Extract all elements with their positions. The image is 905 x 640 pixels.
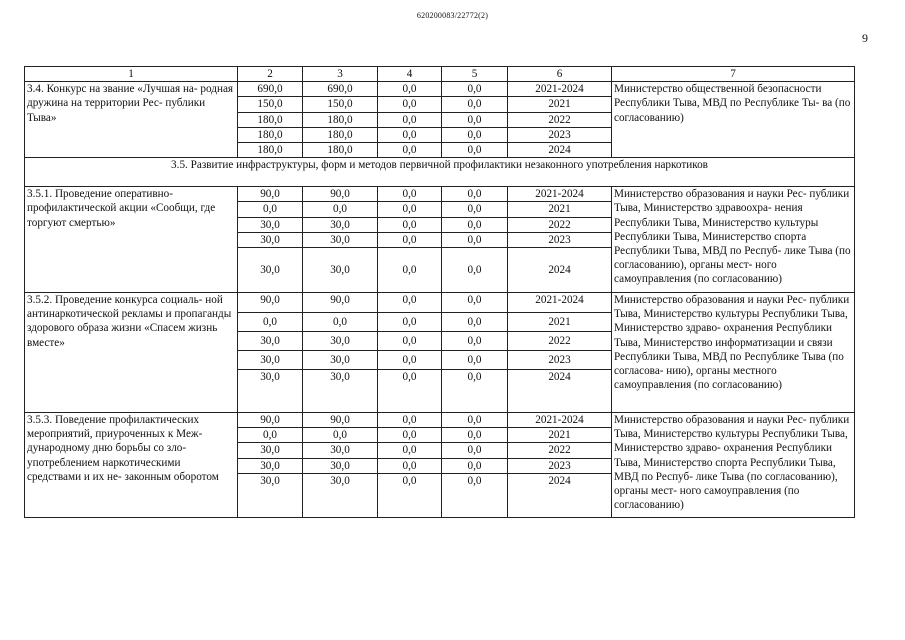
header-cell: 6 xyxy=(508,67,612,82)
section-row xyxy=(25,158,855,187)
republic-budget-value: 30,0 xyxy=(303,332,378,351)
other-sources-value: 0,0 xyxy=(442,313,508,332)
period-value: 2023 xyxy=(508,232,612,247)
republic-budget-value: 30,0 xyxy=(303,351,378,370)
period-value: 2021 xyxy=(508,97,612,112)
other-sources-value: 0,0 xyxy=(442,370,508,413)
responsible-executors: Министерство образования и науки Рес- публики Тыва, Министерство культуры Республики Тыва, Министерство здраво- охранения Республики Тыва, Министерство спорта Республики Тыва, МВД по Респуб- лике Тыва (по согласованию), органы мест- ного самоуправления (по согласованию) xyxy=(612,413,855,518)
republic-budget-value: 30,0 xyxy=(303,443,378,458)
other-sources-value: 0,0 xyxy=(442,112,508,127)
period-value: 2023 xyxy=(508,127,612,142)
other-sources-value: 0,0 xyxy=(442,473,508,517)
responsible-executors: Министерство образования и науки Рес- публики Тыва, Министерство культуры Республики Тыва, Министерство здраво- охранения Республики Тыва, Министерство информатизации и связи Республики Тыва, МВД по Республике Тыва (по согласова- нию), органы местного самоуправления (по согласованию) xyxy=(612,293,855,413)
republic-budget-value: 30,0 xyxy=(303,232,378,247)
total-value: 30,0 xyxy=(238,370,303,413)
total-value: 90,0 xyxy=(238,187,303,202)
other-sources-value: 0,0 xyxy=(442,443,508,458)
other-sources-value: 0,0 xyxy=(442,332,508,351)
other-sources-value: 0,0 xyxy=(442,232,508,247)
total-value: 30,0 xyxy=(238,473,303,517)
total-value: 30,0 xyxy=(238,458,303,473)
period-value: 2021-2024 xyxy=(508,413,612,428)
republic-budget-value: 0,0 xyxy=(303,428,378,443)
federal-budget-value: 0,0 xyxy=(378,202,442,217)
federal-budget-value: 0,0 xyxy=(378,332,442,351)
federal-budget-value: 0,0 xyxy=(378,127,442,142)
period-value: 2022 xyxy=(508,443,612,458)
other-sources-value: 0,0 xyxy=(442,127,508,142)
federal-budget-value: 0,0 xyxy=(378,443,442,458)
header-cell: 2 xyxy=(238,67,303,82)
federal-budget-value: 0,0 xyxy=(378,293,442,313)
total-value: 30,0 xyxy=(238,232,303,247)
other-sources-value: 0,0 xyxy=(442,202,508,217)
responsible-executors: Министерство образования и науки Рес- публики Тыва, Министерство здравоохра- нения Республики Тыва, Министерство культуры Республики Тыва, Министерство спорта Республики Тыва, МВД по Респуб- лике Тыва (по согласованию), органы мест- ного самоуправления (по согласованию) xyxy=(612,187,855,293)
period-value: 2021 xyxy=(508,428,612,443)
federal-budget-value: 0,0 xyxy=(378,187,442,202)
period-value: 2021-2024 xyxy=(508,187,612,202)
total-value: 0,0 xyxy=(238,202,303,217)
other-sources-value: 0,0 xyxy=(442,187,508,202)
republic-budget-value: 90,0 xyxy=(303,187,378,202)
federal-budget-value: 0,0 xyxy=(378,143,442,158)
federal-budget-value: 0,0 xyxy=(378,232,442,247)
header-cell: 7 xyxy=(612,67,855,82)
period-value: 2021 xyxy=(508,202,612,217)
other-sources-value: 0,0 xyxy=(442,413,508,428)
federal-budget-value: 0,0 xyxy=(378,473,442,517)
republic-budget-value: 180,0 xyxy=(303,127,378,142)
republic-budget-value: 0,0 xyxy=(303,202,378,217)
period-value: 2022 xyxy=(508,217,612,232)
total-value: 180,0 xyxy=(238,112,303,127)
program-table xyxy=(24,66,855,518)
measure-description: 3.5.1. Проведение оперативно- профилактической акции «Сообщи, где торгуют смертью» xyxy=(25,187,238,293)
period-value: 2023 xyxy=(508,351,612,370)
document-id: 620200083/22772(2) xyxy=(416,11,489,20)
header-cell: 4 xyxy=(378,67,442,82)
total-value: 180,0 xyxy=(238,127,303,142)
section-title: 3.5. Развитие инфраструктуры, форм и методов первичной профилактики незаконного употребления наркотиков xyxy=(25,158,855,187)
republic-budget-value: 30,0 xyxy=(303,248,378,293)
total-value: 90,0 xyxy=(238,413,303,428)
measure-description: 3.5.2. Проведение конкурса социаль- ной антинаркотической рекламы и пропаганды здорового образа жизни «Спасем жизнь вместе» xyxy=(25,293,238,413)
period-value: 2024 xyxy=(508,370,612,413)
federal-budget-value: 0,0 xyxy=(378,82,442,97)
period-value: 2024 xyxy=(508,143,612,158)
header-cell: 1 xyxy=(25,67,238,82)
table-row xyxy=(25,293,855,313)
other-sources-value: 0,0 xyxy=(442,293,508,313)
period-value: 2021-2024 xyxy=(508,293,612,313)
republic-budget-value: 150,0 xyxy=(303,97,378,112)
federal-budget-value: 0,0 xyxy=(378,313,442,332)
total-value: 0,0 xyxy=(238,428,303,443)
federal-budget-value: 0,0 xyxy=(378,351,442,370)
other-sources-value: 0,0 xyxy=(442,248,508,293)
total-value: 690,0 xyxy=(238,82,303,97)
total-value: 150,0 xyxy=(238,97,303,112)
period-value: 2022 xyxy=(508,332,612,351)
table-row xyxy=(25,82,855,97)
table-row xyxy=(25,413,855,428)
total-value: 30,0 xyxy=(238,248,303,293)
period-value: 2022 xyxy=(508,112,612,127)
other-sources-value: 0,0 xyxy=(442,97,508,112)
measure-description: 3.4. Конкурс на звание «Лучшая на- родная дружина на территории Рес- публики Тыва» xyxy=(25,82,238,158)
other-sources-value: 0,0 xyxy=(442,351,508,370)
federal-budget-value: 0,0 xyxy=(378,112,442,127)
republic-budget-value: 30,0 xyxy=(303,458,378,473)
federal-budget-value: 0,0 xyxy=(378,97,442,112)
total-value: 180,0 xyxy=(238,143,303,158)
period-value: 2023 xyxy=(508,458,612,473)
other-sources-value: 0,0 xyxy=(442,428,508,443)
responsible-executors: Министерство общественной безопасности Республики Тыва, МВД по Республике Ты- ва (по согласованию) xyxy=(612,82,855,158)
republic-budget-value: 30,0 xyxy=(303,370,378,413)
measure-description: 3.5.3. Поведение профилактических мероприятий, приуроченных к Меж- дународному дню борьбы со зло- употреблением наркотическими средствами и их не- законным оборотом xyxy=(25,413,238,518)
republic-budget-value: 180,0 xyxy=(303,112,378,127)
total-value: 30,0 xyxy=(238,332,303,351)
federal-budget-value: 0,0 xyxy=(378,217,442,232)
republic-budget-value: 690,0 xyxy=(303,82,378,97)
republic-budget-value: 30,0 xyxy=(303,217,378,232)
other-sources-value: 0,0 xyxy=(442,82,508,97)
header-cell: 5 xyxy=(442,67,508,82)
republic-budget-value: 90,0 xyxy=(303,293,378,313)
federal-budget-value: 0,0 xyxy=(378,248,442,293)
total-value: 30,0 xyxy=(238,351,303,370)
total-value: 90,0 xyxy=(238,293,303,313)
total-value: 30,0 xyxy=(238,443,303,458)
total-value: 0,0 xyxy=(238,313,303,332)
other-sources-value: 0,0 xyxy=(442,217,508,232)
republic-budget-value: 30,0 xyxy=(303,473,378,517)
federal-budget-value: 0,0 xyxy=(378,370,442,413)
other-sources-value: 0,0 xyxy=(442,458,508,473)
federal-budget-value: 0,0 xyxy=(378,413,442,428)
total-value: 30,0 xyxy=(238,217,303,232)
page-number: 9 xyxy=(862,31,868,45)
period-value: 2024 xyxy=(508,473,612,517)
period-value: 2024 xyxy=(508,248,612,293)
federal-budget-value: 0,0 xyxy=(378,428,442,443)
republic-budget-value: 180,0 xyxy=(303,143,378,158)
federal-budget-value: 0,0 xyxy=(378,458,442,473)
header-cell: 3 xyxy=(303,67,378,82)
table-row xyxy=(25,187,855,202)
period-value: 2021-2024 xyxy=(508,82,612,97)
other-sources-value: 0,0 xyxy=(442,143,508,158)
republic-budget-value: 90,0 xyxy=(303,413,378,428)
period-value: 2021 xyxy=(508,313,612,332)
republic-budget-value: 0,0 xyxy=(303,313,378,332)
header-row xyxy=(25,67,855,82)
